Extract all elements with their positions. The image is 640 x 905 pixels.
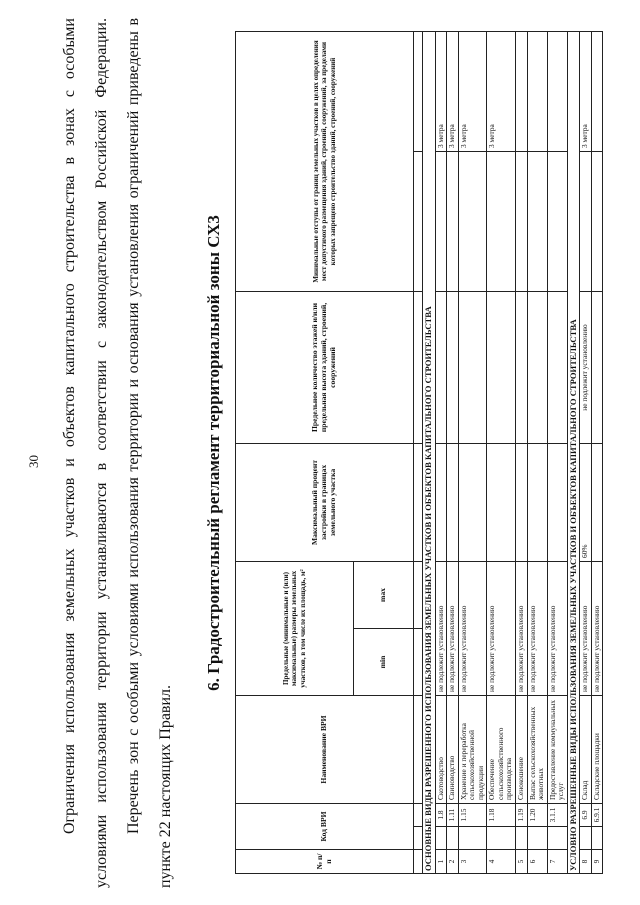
- row-name: Склад: [580, 696, 592, 804]
- row-size: не подлежит установлению: [447, 562, 459, 696]
- row-setback: 3 метра: [447, 31, 459, 151]
- section-heading: 6. Градостроительный регламент территориальной зоны СХ3: [204, 215, 223, 691]
- header-code: Код ВРИ: [236, 804, 414, 850]
- table-row: [487, 31, 516, 873]
- table-row: [458, 31, 487, 873]
- row-code: 1.15: [458, 804, 487, 827]
- row-percent: [516, 444, 528, 562]
- row-percent: [447, 444, 459, 562]
- row-percent: [458, 444, 487, 562]
- table-row: [447, 31, 459, 873]
- section-row-conditional: [567, 31, 580, 873]
- row-floors: [527, 292, 547, 444]
- row-name: Свиноводство: [447, 696, 459, 804]
- row-code: 1.8: [435, 804, 447, 827]
- row-num: 8: [580, 850, 592, 874]
- row-name: Хранение и переработка сельскохозяйственной продукции: [458, 696, 487, 804]
- intro-line: условиями использования территории устанавливаются в соответствии с законодательством Российской Федерации.: [93, 18, 110, 888]
- header-floors: Предельное количество этажей и/или предельная высота зданий, строений, сооружений: [236, 292, 414, 444]
- row-floors: [547, 292, 567, 444]
- header-name: Наименование ВРИ: [236, 696, 414, 804]
- row-setback: [527, 31, 547, 151]
- row-floors: [458, 292, 487, 444]
- row-setback: 3 метра: [580, 31, 592, 151]
- row-size: не подлежит установлению: [458, 562, 487, 696]
- row-code: 1.19: [516, 804, 528, 827]
- row-name: Предоставление коммунальных услуг: [547, 696, 567, 804]
- row-num: 2: [447, 850, 459, 874]
- table-row: [516, 31, 528, 873]
- intro-line: пункте 22 настоящих Правил.: [157, 684, 174, 888]
- row-setback: 3 метра: [458, 31, 487, 151]
- row-code: 3.1.1: [547, 804, 567, 827]
- row-code: 6.9.1: [591, 804, 603, 827]
- row-floors: [516, 292, 528, 444]
- header-setbacks: Минимальные отступы от границ земельных участков в целях определения мест допустимого размещения зданий, строений, сооружений, за пределами которых запрещено строительство зданий, строений, сооружений: [236, 31, 414, 291]
- row-code: 1.11: [447, 804, 459, 827]
- column-number-row: [414, 31, 423, 873]
- row-name: Скотоводство: [435, 696, 447, 804]
- header-min: min: [354, 629, 414, 696]
- row-setback: 3 метра: [435, 31, 447, 151]
- row-num: 1: [435, 850, 447, 874]
- row-num: 7: [547, 850, 567, 874]
- row-floors: [591, 292, 603, 444]
- row-name: Сенокошение: [516, 696, 528, 804]
- row-setback: [547, 31, 567, 151]
- row-floors: [447, 292, 459, 444]
- row-percent: [527, 444, 547, 562]
- table-row: [580, 31, 592, 873]
- row-code: 1.18: [487, 804, 516, 827]
- intro-line: Ограничения использования земельных участков и объектов капитального строительства в зонах с особыми: [61, 18, 78, 834]
- row-name: Складские площадки: [591, 696, 603, 804]
- row-percent: [547, 444, 567, 562]
- intro-line: Перечень зон с особыми условиями использования территории и основания установления ограничений приведены в: [125, 18, 142, 834]
- row-size: не подлежит установлению: [547, 562, 567, 696]
- table-row: [591, 31, 603, 873]
- row-code: 6.9: [580, 804, 592, 827]
- section-row-main: [423, 31, 436, 873]
- section-title: УСЛОВНО РАЗРЕШЕННЫЕ ВИДЫ ИСПОЛЬЗОВАНИЯ ЗЕМЕЛЬНЫХ УЧАСТКОВ И ОБЪЕКТОВ КАПИТАЛЬНОГО СТРОИТЕЛЬСТВА: [567, 31, 580, 873]
- row-percent: [487, 444, 516, 562]
- row-floors: не подлежит установлению: [580, 292, 592, 444]
- row-name: Выпас сельскохозяйственных животных: [527, 696, 547, 804]
- row-floors: [435, 292, 447, 444]
- row-setback: 3 метра: [487, 31, 516, 151]
- table-row: [547, 31, 567, 873]
- row-percent: [435, 444, 447, 562]
- header-sizes: Предельные (минимальные и (или) максимальные) размеры земельных участков, в том числе их площадь, м²: [236, 562, 354, 696]
- section-title: ОСНОВНЫЕ ВИДЫ РАЗРЕШЕННОГО ИСПОЛЬЗОВАНИЯ ЗЕМЕЛЬНЫХ УЧАСТКОВ И ОБЪЕКТОВ КАПИТАЛЬНОГО СТРОИТЕЛЬСТВА: [423, 31, 436, 873]
- row-size: не подлежит установлению: [435, 562, 447, 696]
- row-percent: 60%: [580, 444, 592, 562]
- row-setback: [516, 31, 528, 151]
- row-size: не подлежит установлению: [591, 562, 603, 696]
- header-percent: Максимальный процент застройки в границах земельного участка: [236, 444, 414, 562]
- row-code: 1.20: [527, 804, 547, 827]
- row-num: 5: [516, 850, 528, 874]
- header-max: max: [354, 562, 414, 629]
- row-floors: [487, 292, 516, 444]
- row-num: 4: [487, 850, 516, 874]
- row-num: 3: [458, 850, 487, 874]
- row-num: 9: [591, 850, 603, 874]
- document-page: [14, 18, 624, 888]
- intro-paragraph: [54, 18, 182, 888]
- row-percent: [591, 444, 603, 562]
- row-name: Обеспечение сельскохозяйственного производства: [487, 696, 516, 804]
- header-num: № п/п: [236, 850, 414, 874]
- regulation-table: [235, 31, 603, 874]
- row-size: не подлежит установлению: [580, 562, 592, 696]
- table-row: [435, 31, 447, 873]
- row-size: не подлежит установлению: [527, 562, 547, 696]
- row-num: 6: [527, 850, 547, 874]
- page-number: 30: [26, 455, 41, 468]
- row-setback: [591, 31, 603, 151]
- table-row: [527, 31, 547, 873]
- row-size: не подлежит установлению: [487, 562, 516, 696]
- row-size: не подлежит установлению: [516, 562, 528, 696]
